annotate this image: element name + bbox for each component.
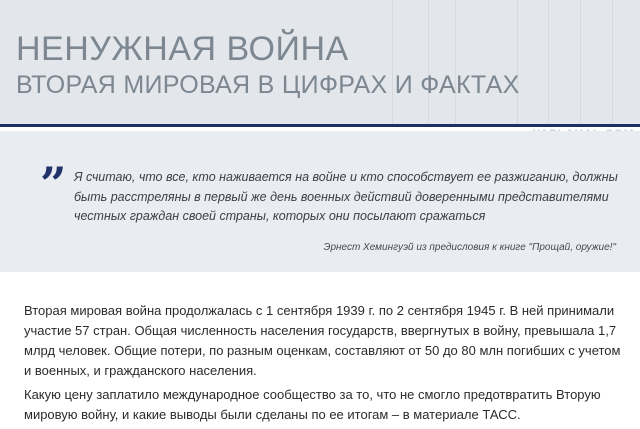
page-subtitle: ВТОРАЯ МИРОВАЯ В ЦИФРАХ И ФАКТАХ (16, 71, 520, 99)
header-banner (0, 0, 640, 124)
quote-mark-icon: ” (40, 157, 67, 211)
article-body (24, 301, 622, 429)
decorative-stripe (392, 0, 393, 124)
quote-attribution: Эрнест Хемингуэй из предисловия к книге "Прощай, оружие!" (323, 242, 616, 253)
decorative-stripe (428, 0, 429, 124)
article-paragraph: Вторая мировая война продолжалась с 1 сентября 1939 г. по 2 сентября 1945 г. В ней принимали участие 57 стран. Общая численность населения государств, ввергнутых в войну, превышала 1,7 млрд человек. Общие потери, по разным оценкам, составляют от 50 до 80 млн погибших с учетом и военных, и гражданского населения. (24, 303, 621, 378)
decorative-stripe (517, 0, 518, 124)
article-paragraph: Какую цену заплатило международное сообщество за то, что не смогло предотвратить Вторую мировую войну, и какие выводы были сделаны по ее итогам – в материале ТАСС. (24, 387, 601, 422)
decorative-stripe (455, 0, 456, 124)
page-title: НЕНУЖНАЯ ВОЙНА (16, 30, 349, 68)
quote-block (0, 131, 640, 272)
decorative-stripe (580, 0, 581, 124)
decorative-stripe (548, 0, 549, 124)
decorative-stripe (612, 0, 613, 124)
quote-text: Я считаю, что все, кто наживается на войне и кто способствует ее разжиганию, должны быть расстреляны в первый же день военных действий доверенными представителями честных граждан своей страны, которых они посылают сражаться (74, 170, 618, 223)
